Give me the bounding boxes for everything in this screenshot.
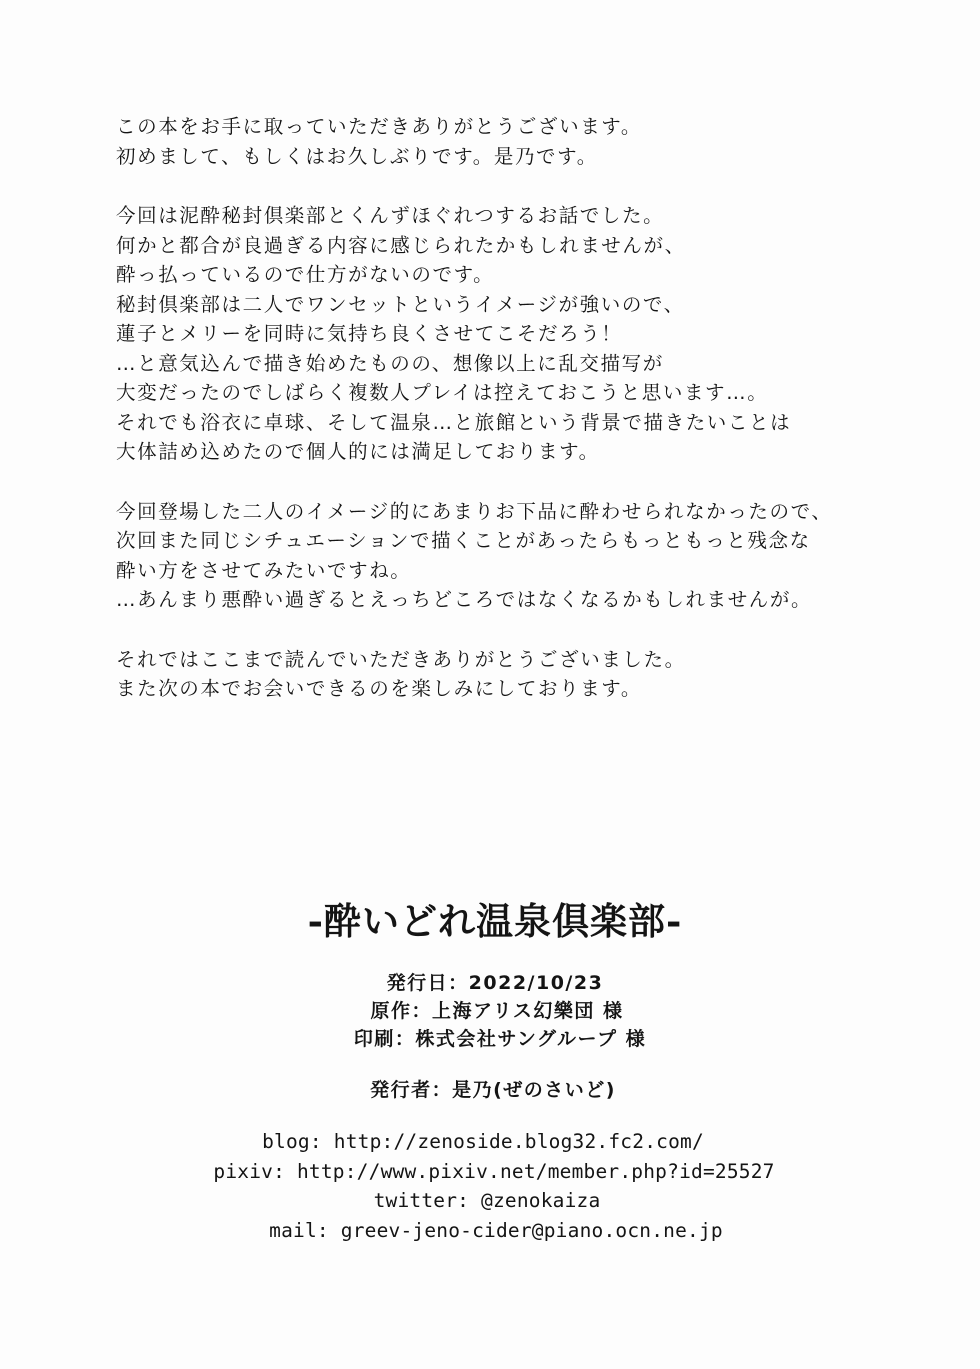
text-line: 次回また同じシチュエーションで描くことがあったらもっともっと残念な (116, 529, 811, 552)
text-line: また次の本でお会いできるのを楽しみにしております。 (116, 677, 642, 700)
original-work-credit: 原作：上海アリス幻樂団 様 (370, 1000, 624, 1022)
publication-date: 発行日：2022/10/23 (386, 972, 604, 994)
text-line: 初めまして、もしくはお久しぶりです。是乃です。 (116, 144, 598, 168)
mail-address: mail: greev-jeno-cider@piano.ocn.ne.jp (269, 1218, 723, 1242)
text-line: 何かと都合が良過ぎる内容に感じられたかもしれませんが、 (116, 233, 686, 257)
text-line: 秘封倶楽部は二人でワンセットというイメージが強いので、 (116, 292, 685, 316)
text-line: 蓮子とメリーを同時に気持ち良くさせてこそだろう！ (116, 322, 623, 345)
text-line: 酔っ払っているので仕方がないのです。 (116, 263, 495, 286)
afterword-paragraph-closing (116, 645, 896, 704)
text-line: …あんまり悪酔い過ぎるとえっちどころではなくなるかもしれませんが。 (116, 588, 813, 611)
afterword-paragraph-greeting (116, 112, 896, 171)
text-line: 大変だったのでしばらく複数人プレイは控えておこうと思います…。 (116, 381, 769, 404)
book-title: -酔いどれ温泉倶楽部- (307, 899, 683, 943)
colophon (0, 895, 980, 1245)
text-line: それでも浴衣に卓球、そして温泉…と旅館という背景で描きたいことは (116, 410, 792, 434)
afterword-paragraph-next (116, 497, 896, 615)
text-line: それではここまで読んでいただきありがとうございました。 (116, 647, 686, 671)
afterword-paragraph-story (116, 201, 896, 467)
text-line: 大体詰め込めたので個人的には満足しております。 (116, 440, 600, 463)
text-line: 酔い方をさせてみたいですね。 (116, 558, 412, 582)
afterword-text (116, 112, 896, 734)
text-line: 今回は泥酔秘封倶楽部とくんずほぐれつするお話でした。 (116, 204, 665, 227)
text-line: 今回登場した二人のイメージ的にあまりお下品に酔わせられなかったので、 (116, 499, 833, 523)
printer-credit: 印刷：株式会社サングループ 様 (353, 1028, 647, 1050)
pixiv-url: pixiv: http://www.pixiv.net/member.php?id=25527 (213, 1159, 775, 1183)
blog-url: blog: http://zenoside.blog32.fc2.com/ (262, 1130, 704, 1153)
twitter-handle: twitter: @zenokaiza (373, 1189, 601, 1212)
publisher-credit: 発行者：是乃(ぜのさいど) (370, 1079, 616, 1101)
text-line: この本をお手に取っていただきありがとうございます。 (116, 115, 642, 138)
publication-info (0, 969, 980, 1053)
text-line: …と意気込んで描き始めたものの、想像以上に乱交描写が (116, 351, 664, 375)
contact-info (0, 1127, 980, 1245)
